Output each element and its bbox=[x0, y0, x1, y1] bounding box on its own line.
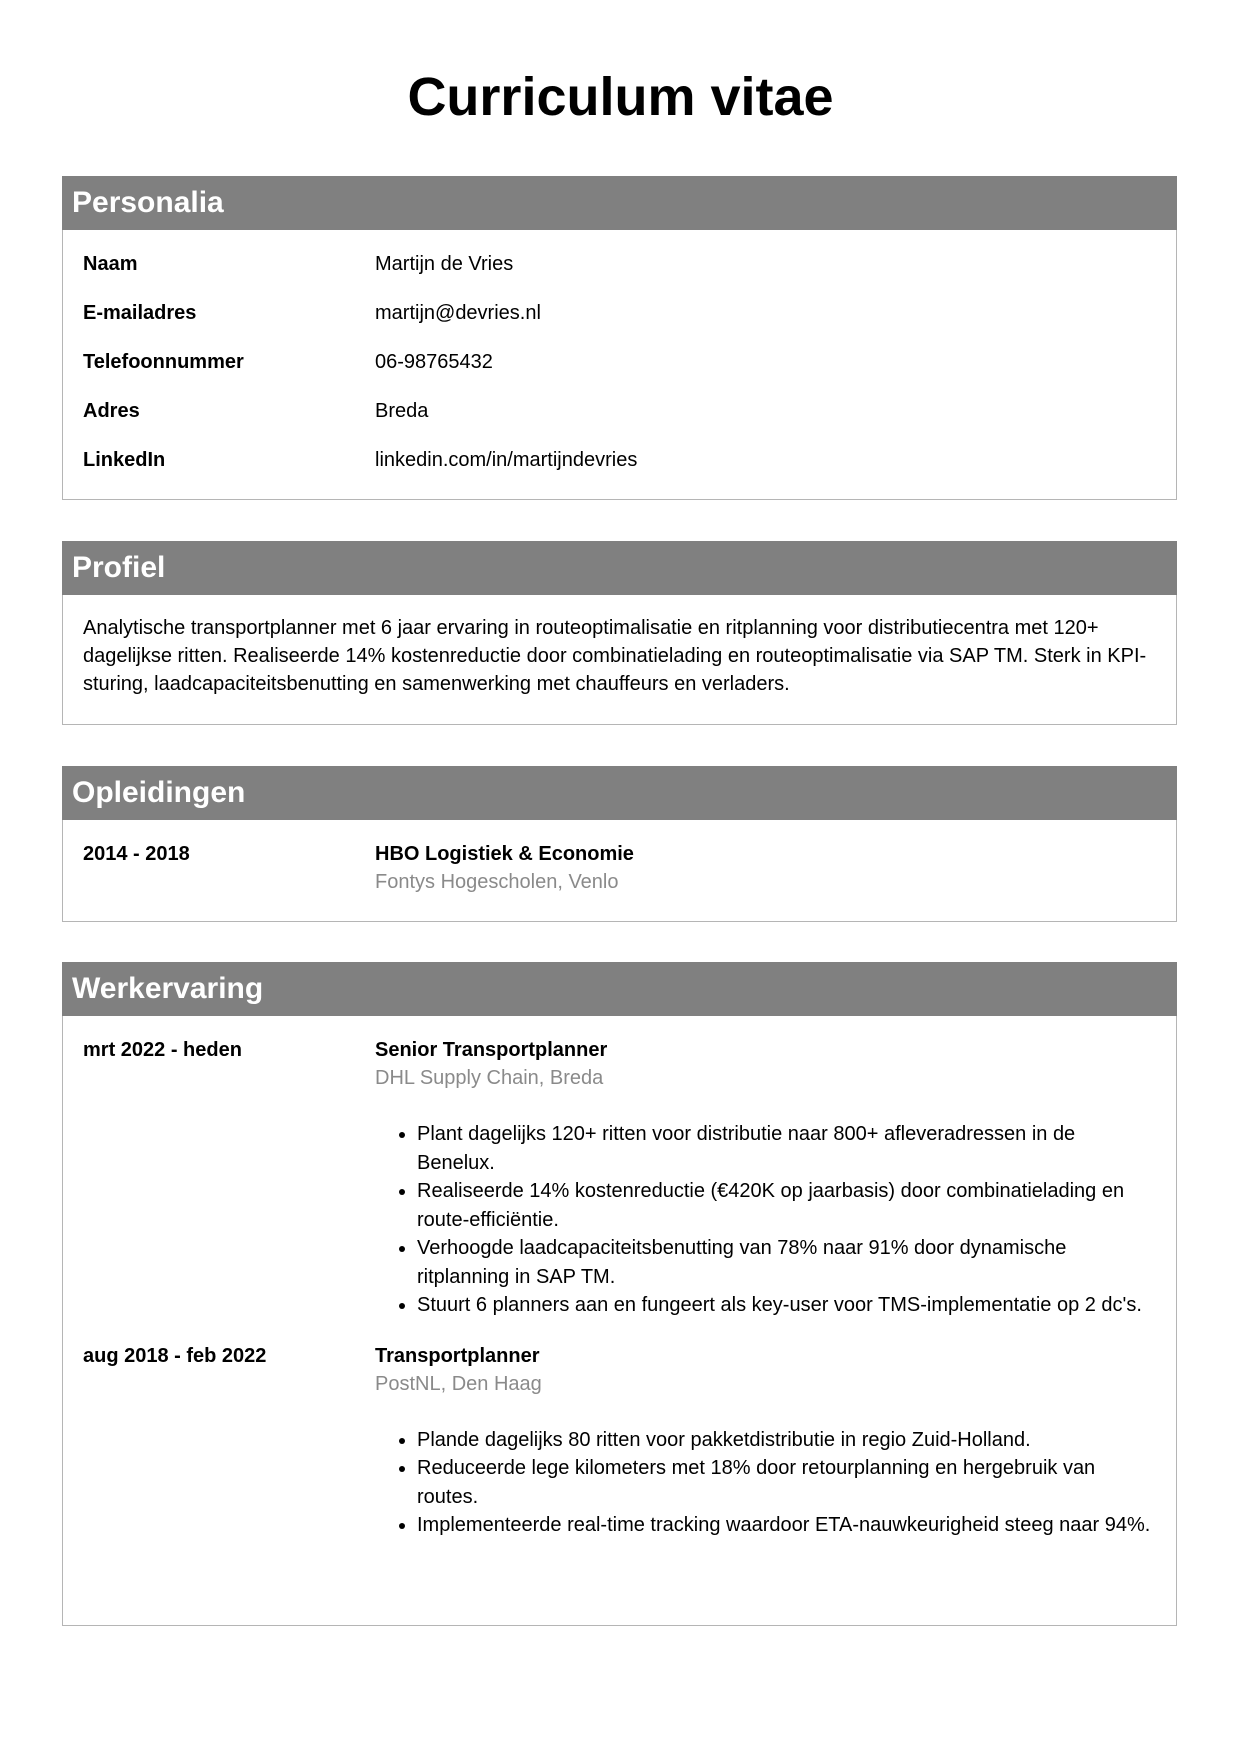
field-value: 06-98765432 bbox=[375, 351, 493, 373]
field-label: Naam bbox=[83, 253, 138, 275]
list-item: • Reduceerde lege kilometers met 18% door retourplanning en hergebruik van routes. bbox=[417, 1454, 1176, 1511]
profile-summary: Analytische transportplanner met 6 jaar ervaring in routeoptimalisatie en ritplanning voor distributiecentra met 120+ dagelijkse ritten. Realiseerde 14% kostenreductie door combinatielading en routeoptimalisatie via SAP TM. Sterk in KPI-sturing, laadcapaciteitsbenutting en samenwerking met chauffeurs en verladers. bbox=[83, 617, 1147, 695]
document-title: Curriculum vitae bbox=[407, 67, 834, 127]
field-label: Adres bbox=[83, 400, 140, 422]
field-value: martijn@devries.nl bbox=[375, 302, 541, 324]
education-title: HBO Logistiek & Economie bbox=[375, 843, 634, 865]
list-item: • Plande dagelijks 80 ritten voor pakketdistributie in regio Zuid-Holland. bbox=[417, 1426, 1176, 1455]
list-item: • Realiseerde 14% kostenreductie (€420K op jaarbasis) door combinatielading en route-efficiëntie. bbox=[417, 1177, 1176, 1234]
personalia-row-name bbox=[63, 250, 1176, 299]
section-title: Personalia bbox=[72, 186, 224, 219]
section-personalia bbox=[62, 176, 1177, 500]
personalia-row-email bbox=[63, 299, 1176, 348]
job-achievements bbox=[375, 1120, 1176, 1320]
education-institution: Fontys Hogescholen, Venlo bbox=[375, 871, 619, 893]
job-entry bbox=[63, 1016, 1176, 1320]
section-werkervaring bbox=[62, 962, 1177, 1626]
field-value: linkedin.com/in/martijndevries bbox=[375, 449, 638, 471]
section-opleidingen bbox=[62, 766, 1177, 922]
education-period: 2014 - 2018 bbox=[83, 843, 190, 865]
job-entry bbox=[63, 1320, 1176, 1540]
section-header-profiel bbox=[62, 541, 1177, 595]
job-achievements bbox=[375, 1426, 1176, 1540]
list-item: • Implementeerde real-time tracking waardoor ETA-nauwkeurigheid steeg naar 94%. bbox=[417, 1511, 1176, 1540]
job-title: Transportplanner bbox=[375, 1344, 540, 1367]
field-label: Telefoonnummer bbox=[83, 351, 244, 373]
job-title: Senior Transportplanner bbox=[375, 1039, 608, 1061]
personalia-row-linkedin bbox=[63, 446, 1176, 495]
section-profiel bbox=[62, 541, 1177, 725]
section-title: Profiel bbox=[72, 551, 166, 584]
field-value: Martijn de Vries bbox=[375, 253, 514, 275]
section-title: Opleidingen bbox=[72, 776, 246, 809]
job-period: aug 2018 - feb 2022 bbox=[83, 1344, 267, 1367]
list-item: • Verhoogde laadcapaciteitsbenutting van 78% naar 91% door dynamische ritplanning in SAP TM. bbox=[417, 1234, 1176, 1291]
job-employer: PostNL, Den Haag bbox=[375, 1372, 542, 1395]
personalia-list bbox=[63, 230, 1176, 495]
personalia-row-address bbox=[63, 397, 1176, 446]
education-entry bbox=[63, 820, 1176, 896]
field-label: LinkedIn bbox=[83, 449, 166, 471]
section-header-werkervaring bbox=[62, 962, 1177, 1016]
personalia-row-phone bbox=[63, 348, 1176, 397]
section-header-opleidingen bbox=[62, 766, 1177, 820]
section-header-personalia bbox=[62, 176, 1177, 230]
job-employer: DHL Supply Chain, Breda bbox=[375, 1067, 604, 1089]
field-value: Breda bbox=[375, 400, 429, 422]
field-label: E-mailadres bbox=[83, 302, 197, 324]
list-item: • Stuurt 6 planners aan en fungeert als key-user voor TMS-implementatie op 2 dc's. bbox=[417, 1291, 1176, 1320]
section-title: Werkervaring bbox=[72, 972, 264, 1005]
list-item: • Plant dagelijks 120+ ritten voor distributie naar 800+ afleveradressen in de Benelux. bbox=[417, 1120, 1176, 1177]
job-period: mrt 2022 - heden bbox=[83, 1039, 242, 1061]
